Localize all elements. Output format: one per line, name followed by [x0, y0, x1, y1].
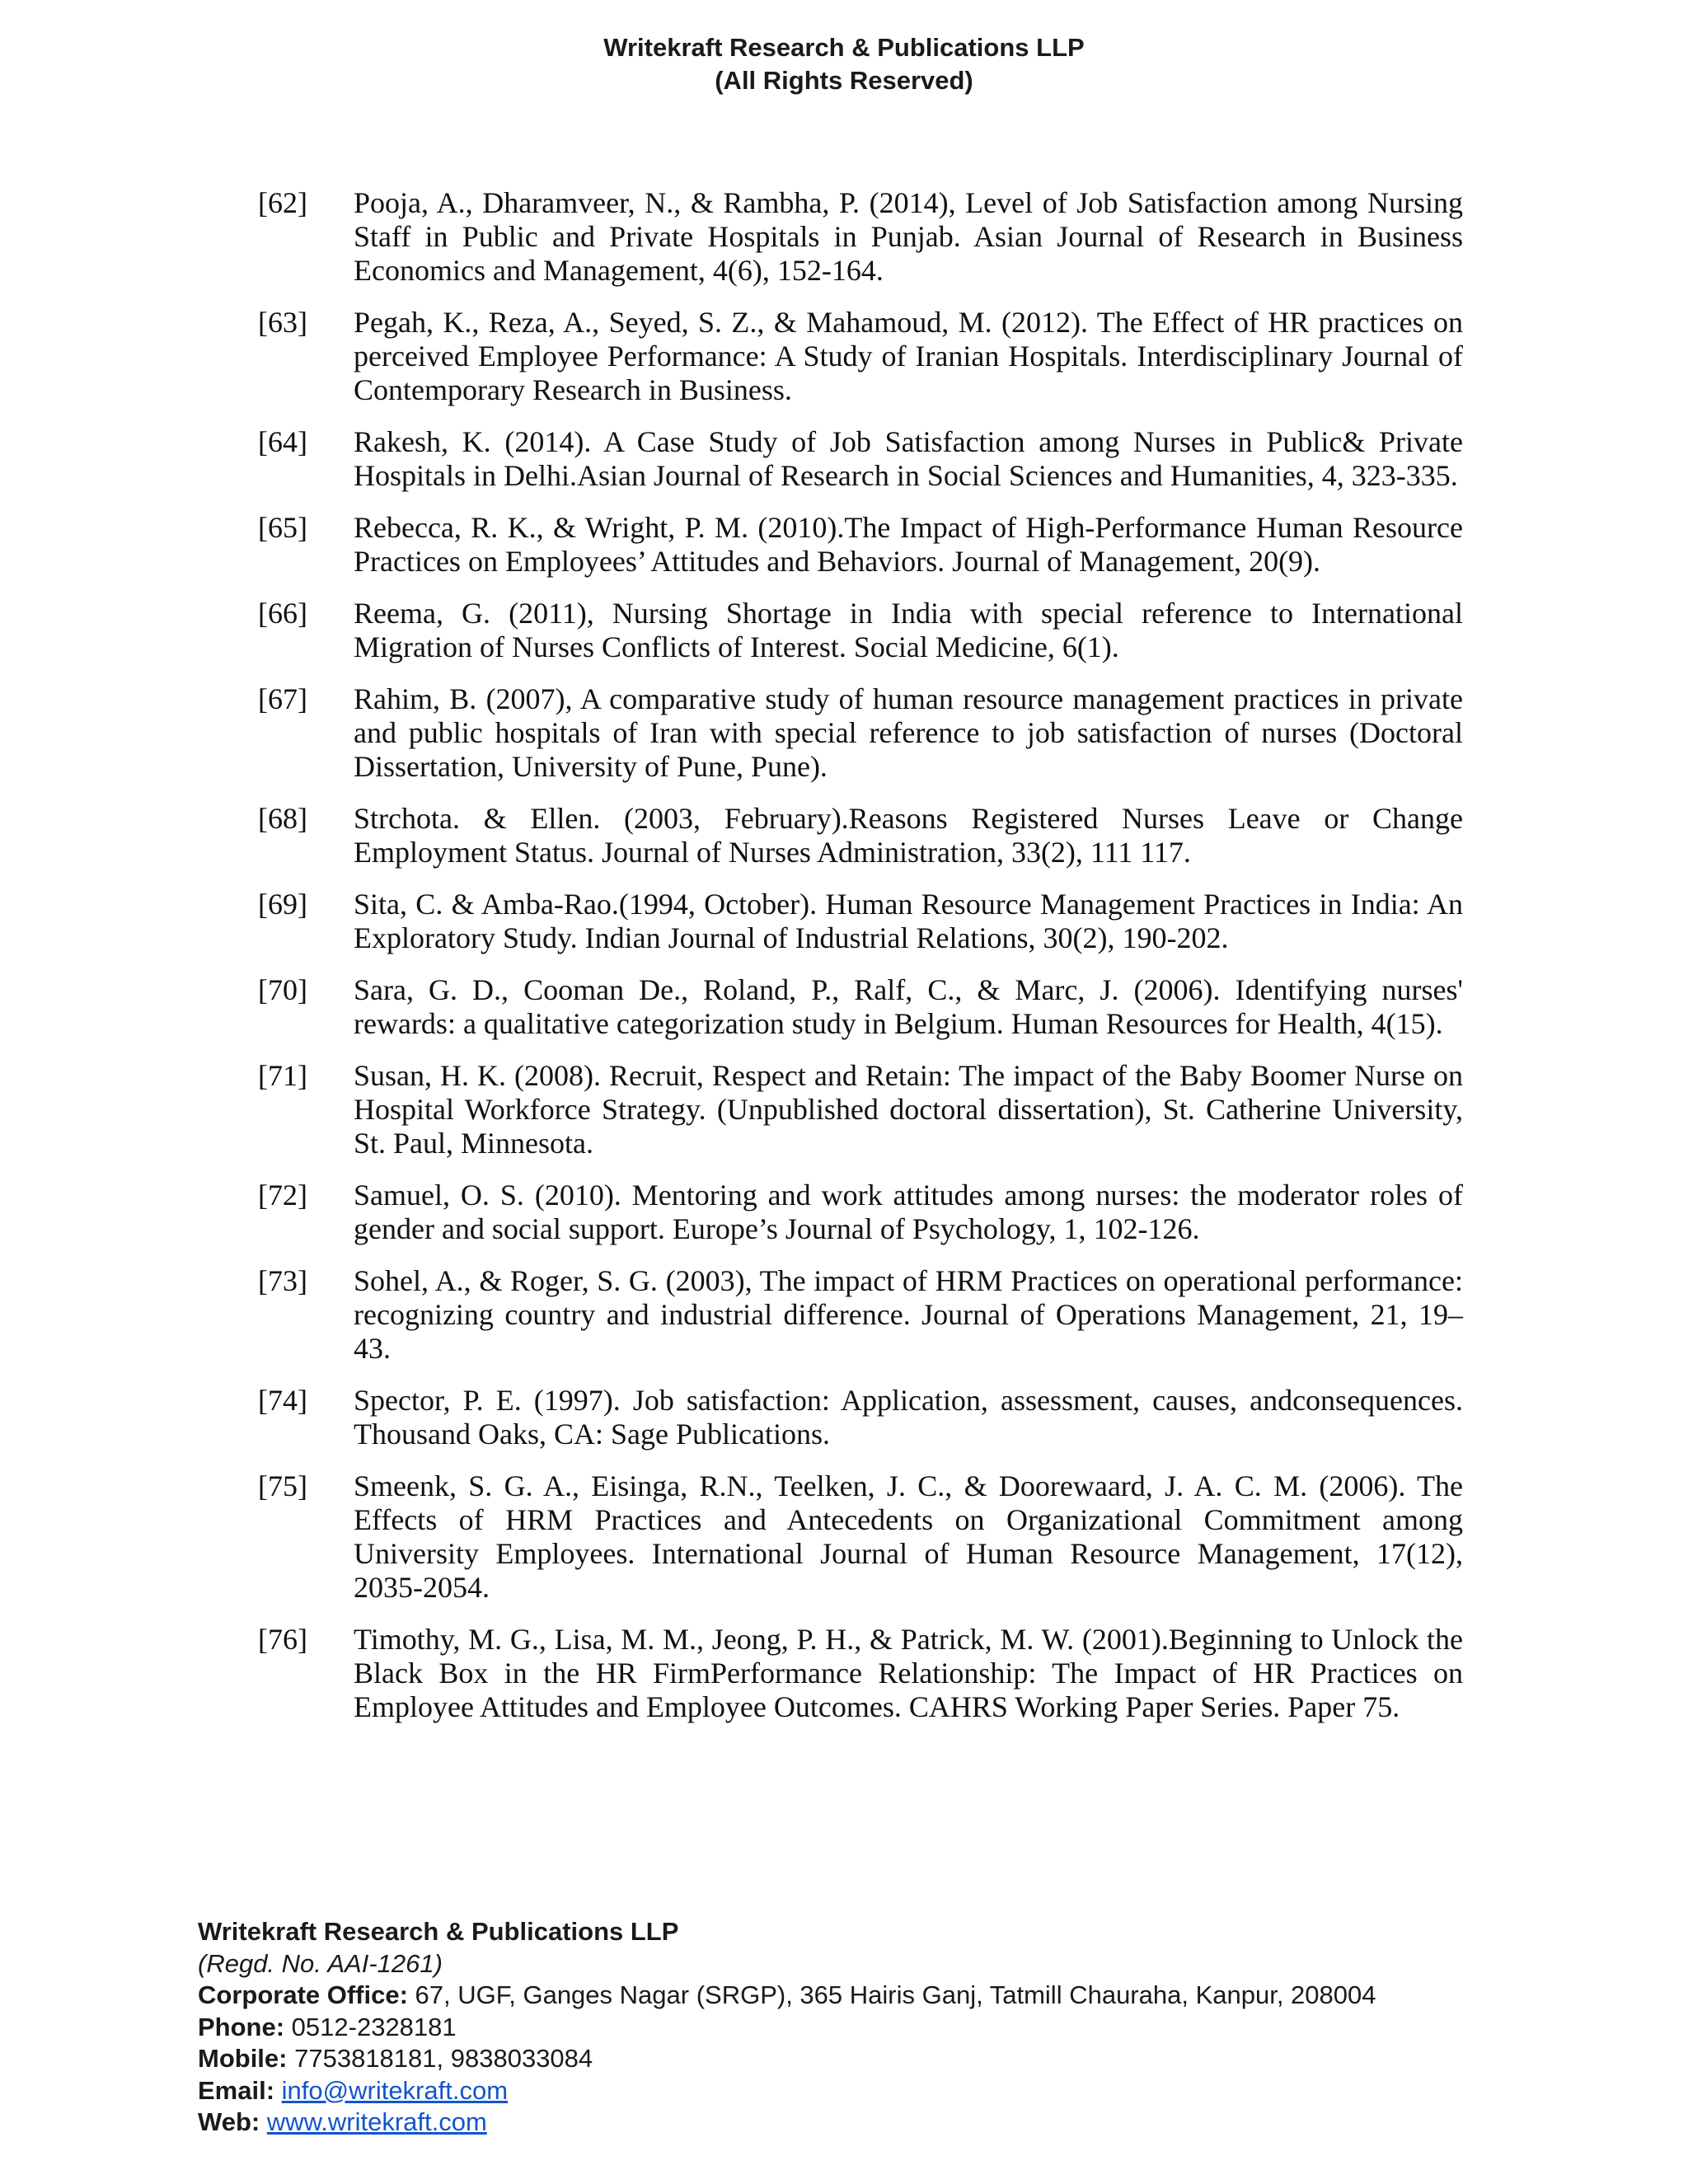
footer-office-value: 67, UGF, Ganges Nagar (SRGP), 365 Hairis Ganj, Tatmill Chauraha, Kanpur, 208004 — [407, 1980, 1376, 2009]
reference-text: Rakesh, K. (2014). A Case Study of Job Satisfaction among Nurses in Public& Private Hospitals in Delhi.Asian Journal of Research in Social Sciences and Humanities, 4, 323-335. — [354, 425, 1463, 492]
footer-mobile-value: 7753818181, 9838033084 — [287, 2044, 593, 2073]
footer-web-label: Web: — [198, 2107, 260, 2136]
reference-item — [258, 511, 1463, 579]
reference-item — [258, 682, 1463, 784]
reference-item — [258, 1384, 1463, 1451]
footer-web-link[interactable]: www.writekraft.com — [266, 2107, 487, 2136]
reference-text: Spector, P. E. (1997). Job satisfaction: Application, assessment, causes, andconsequences. Thousand Oaks, CA: Sage Publications. — [354, 1384, 1463, 1451]
reference-number: [69] — [258, 888, 307, 921]
reference-number: [73] — [258, 1264, 307, 1297]
footer-mobile — [198, 2043, 1599, 2075]
reference-number: [65] — [258, 511, 307, 544]
reference-number: [66] — [258, 597, 307, 630]
reference-item — [258, 306, 1463, 407]
reference-number: [63] — [258, 306, 307, 339]
footer-company: Writekraft Research & Publications LLP — [198, 1917, 679, 1946]
reference-number: [68] — [258, 802, 307, 835]
reference-text: Rebecca, R. K., & Wright, P. M. (2010).The Impact of High-Performance Human Resource Practices on Employees’ Attitudes and Behaviors. Journal of Management, 20(9). — [354, 511, 1463, 578]
header-rights: (All Rights Reserved) — [715, 66, 973, 95]
reference-text: Samuel, O. S. (2010). Mentoring and work attitudes among nurses: the moderator roles of gender and social support. Europe’s Journal of Psychology, 1, 102-126. — [354, 1179, 1463, 1245]
footer-email-label: Email: — [198, 2075, 275, 2105]
reference-text: Reema, G. (2011), Nursing Shortage in India with special reference to International Migration of Nurses Conflicts of Interest. Social Medicine, 6(1). — [354, 597, 1463, 663]
reference-item — [258, 1623, 1463, 1724]
reference-text: Pegah, K., Reza, A., Seyed, S. Z., & Mahamoud, M. (2012). The Effect of HR practices on perceived Employee Performance: A Study of Iranian Hospitals. Interdisciplinary Journal of Contemporary Research in Business. — [354, 306, 1463, 406]
footer-mobile-label: Mobile: — [198, 2044, 288, 2073]
reference-item — [258, 1264, 1463, 1366]
reference-number: [71] — [258, 1059, 307, 1092]
reference-item — [258, 597, 1463, 664]
footer-phone-value: 0512-2328181 — [284, 2012, 457, 2041]
reference-item — [258, 888, 1463, 955]
reference-list — [258, 186, 1463, 1742]
reference-item — [258, 1059, 1463, 1160]
footer-email-link[interactable]: info@writekraft.com — [281, 2075, 509, 2105]
reference-item — [258, 1179, 1463, 1246]
reference-text: Sara, G. D., Cooman De., Roland, P., Ralf, C., & Marc, J. (2006). Identifying nurses' rewards: a qualitative categorization study in Belgium. Human Resources for Health, 4(15). — [354, 973, 1463, 1040]
footer-email — [198, 2075, 1599, 2107]
reference-number: [62] — [258, 186, 307, 219]
reference-number: [70] — [258, 973, 307, 1006]
reference-text: Pooja, A., Dharamveer, N., & Rambha, P. (2014), Level of Job Satisfaction among Nursing Staff in Public and Private Hospitals in Punjab. Asian Journal of Research in Business Economics and Management, 4(6), 152-164. — [354, 186, 1463, 287]
reference-item — [258, 802, 1463, 869]
reference-number: [64] — [258, 425, 307, 458]
footer-regd: (Regd. No. AAI-1261) — [198, 1948, 443, 1978]
header-company: Writekraft Research & Publications LLP — [603, 33, 1085, 62]
reference-text: Smeenk, S. G. A., Eisinga, R.N., Teelken, J. C., & Doorewaard, J. A. C. M. (2006). The Effects of HRM Practices and Antecedents on Organizational Commitment among University Employees. International Journal of Human Resource Management, 17(12), 2035-2054. — [354, 1469, 1463, 1604]
reference-number: [72] — [258, 1179, 307, 1212]
reference-text: Sita, C. & Amba-Rao.(1994, October). Human Resource Management Practices in India: An Exploratory Study. Indian Journal of Industrial Relations, 30(2), 190-202. — [354, 888, 1463, 954]
reference-text: Susan, H. K. (2008). Recruit, Respect and Retain: The impact of the Baby Boomer Nurse on Hospital Workforce Strategy. (Unpublished doctoral dissertation), St. Catherine University, St. Paul, Minnesota. — [354, 1059, 1463, 1160]
reference-number: [67] — [258, 682, 307, 715]
reference-item — [258, 973, 1463, 1041]
page-footer — [198, 1916, 1599, 2139]
reference-number: [76] — [258, 1623, 307, 1656]
page-header — [0, 31, 1688, 97]
footer-web — [198, 2107, 1599, 2139]
reference-item — [258, 1469, 1463, 1605]
footer-phone — [198, 2012, 1599, 2044]
reference-text: Strchota. & Ellen. (2003, February).Reasons Registered Nurses Leave or Change Employment Status. Journal of Nurses Administration, 33(2), 111 117. — [354, 802, 1463, 869]
footer-office — [198, 1980, 1599, 2012]
reference-text: Timothy, M. G., Lisa, M. M., Jeong, P. H., & Patrick, M. W. (2001).Beginning to Unlock the Black Box in the HR FirmPerformance Relationship: The Impact of HR Practices on Employee Attitudes and Employee Outcomes. CAHRS Working Paper Series. Paper 75. — [354, 1623, 1463, 1723]
reference-number: [75] — [258, 1469, 307, 1502]
reference-item — [258, 186, 1463, 288]
reference-item — [258, 425, 1463, 493]
reference-number: [74] — [258, 1384, 307, 1417]
reference-text: Rahim, B. (2007), A comparative study of human resource management practices in private and public hospitals of Iran with special reference to job satisfaction of nurses (Doctoral Dissertation, University of Pune, Pune). — [354, 682, 1463, 783]
footer-office-label: Corporate Office: — [198, 1980, 408, 2009]
reference-text: Sohel, A., & Roger, S. G. (2003), The impact of HRM Practices on operational performance: recognizing country and industrial difference. Journal of Operations Management, 21, 19–43. — [354, 1264, 1463, 1365]
footer-phone-label: Phone: — [198, 2012, 285, 2041]
